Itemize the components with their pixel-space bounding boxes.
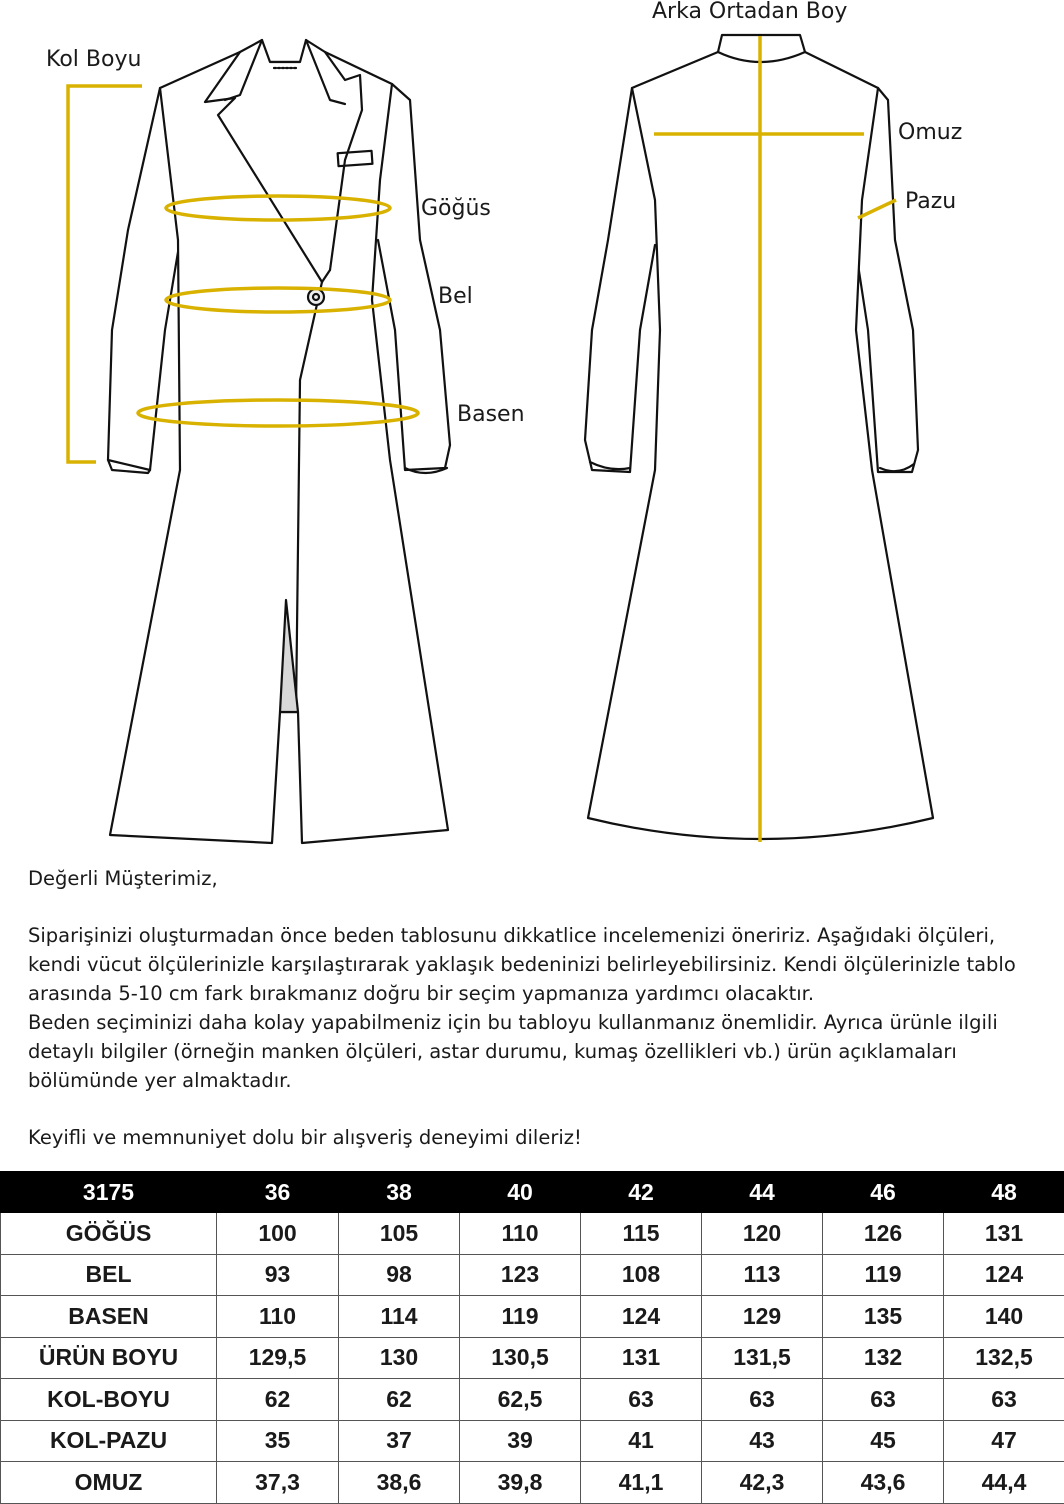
- table-cell: 62: [339, 1379, 460, 1421]
- closing-text: Keyifli ve memnuniyet dolu bir alışveriş deneyimi dileriz!: [28, 1123, 1038, 1152]
- table-cell: 131,5: [702, 1337, 823, 1379]
- row-label: KOL-BOYU: [1, 1379, 217, 1421]
- table-cell: 41: [581, 1420, 702, 1462]
- size-chart-table: [0, 1171, 1064, 1504]
- table-cell: 130: [339, 1337, 460, 1379]
- table-cell: 120: [702, 1213, 823, 1255]
- table-cell: 129,5: [217, 1337, 339, 1379]
- table-cell: 37: [339, 1420, 460, 1462]
- greeting-text: Değerli Müşterimiz,: [28, 864, 1038, 893]
- table-cell: 39: [460, 1420, 581, 1462]
- bel-label: Bel: [438, 284, 473, 309]
- arka-ortadan-boy-label: Arka Ortadan Boy: [652, 0, 847, 24]
- customer-notice: [28, 864, 1038, 1152]
- row-label: GÖĞÜS: [1, 1213, 217, 1255]
- header-size: 42: [581, 1172, 702, 1213]
- table-cell: 124: [581, 1296, 702, 1338]
- table-cell: 126: [823, 1213, 944, 1255]
- table-cell: 140: [944, 1296, 1064, 1338]
- header-size: 40: [460, 1172, 581, 1213]
- table-cell: 63: [702, 1379, 823, 1421]
- table-cell: 119: [460, 1296, 581, 1338]
- row-label: KOL-PAZU: [1, 1420, 217, 1462]
- front-coat-sketch: [108, 40, 450, 843]
- table-cell: 105: [339, 1213, 460, 1255]
- notice-paragraph-1: Siparişinizi oluşturmadan önce beden tablosunu dikkatlice incelemenizi öneririz. Aşağıdaki ölçüleri, kendi vücut ölçülerinizle karşılaştırarak yaklaşık bedeninizi belirleyebilirsiniz. Kendi ölçülerinizle tablo arasında 5-10 cm fark bırakmanız doğru bir seçim yapmanıza yardımcı olacaktır.: [28, 921, 1038, 1008]
- table-cell: 93: [217, 1254, 339, 1296]
- table-cell: 108: [581, 1254, 702, 1296]
- row-label: BEL: [1, 1254, 217, 1296]
- table-cell: 63: [581, 1379, 702, 1421]
- table-cell: 135: [823, 1296, 944, 1338]
- header-size: 46: [823, 1172, 944, 1213]
- table-cell: 41,1: [581, 1462, 702, 1504]
- table-cell: 38,6: [339, 1462, 460, 1504]
- omuz-label: Omuz: [898, 120, 962, 145]
- row-label: BASEN: [1, 1296, 217, 1338]
- table-cell: 42,3: [702, 1462, 823, 1504]
- basen-label: Basen: [457, 402, 525, 427]
- table-header-row: [1, 1172, 1064, 1213]
- table-cell: 47: [944, 1420, 1064, 1462]
- table-cell: 130,5: [460, 1337, 581, 1379]
- table-cell: 100: [217, 1213, 339, 1255]
- table-cell: 124: [944, 1254, 1064, 1296]
- table-row: [1, 1379, 1064, 1421]
- table-cell: 63: [823, 1379, 944, 1421]
- table-cell: 37,3: [217, 1462, 339, 1504]
- row-label: OMUZ: [1, 1462, 217, 1504]
- table-cell: 132: [823, 1337, 944, 1379]
- table-cell: 132,5: [944, 1337, 1064, 1379]
- table-row: [1, 1296, 1064, 1338]
- pazu-label: Pazu: [905, 189, 956, 214]
- table-cell: 115: [581, 1213, 702, 1255]
- table-cell: 62,5: [460, 1379, 581, 1421]
- table-cell: 110: [217, 1296, 339, 1338]
- table-cell: 39,8: [460, 1462, 581, 1504]
- table-cell: 113: [702, 1254, 823, 1296]
- header-size: 48: [944, 1172, 1064, 1213]
- table-row: [1, 1420, 1064, 1462]
- table-cell: 123: [460, 1254, 581, 1296]
- table-row: [1, 1254, 1064, 1296]
- table-cell: 62: [217, 1379, 339, 1421]
- table-row: [1, 1213, 1064, 1255]
- table-cell: 35: [217, 1420, 339, 1462]
- table-cell: 129: [702, 1296, 823, 1338]
- notice-paragraph-2: Beden seçiminizi daha kolay yapabilmeniz için bu tabloyu kullanmanız önemlidir. Ayrıca ürünle ilgili detaylı bilgiler (örneğin manken ölçüleri, astar durumu, kumaş özellikleri vb.) ürün açıklamaları bölümünde yer almaktadır.: [28, 1008, 1038, 1095]
- table-cell: 114: [339, 1296, 460, 1338]
- table-cell: 110: [460, 1213, 581, 1255]
- table-row: [1, 1337, 1064, 1379]
- table-cell: 44,4: [944, 1462, 1064, 1504]
- table-cell: 63: [944, 1379, 1064, 1421]
- kol-boyu-label: Kol Boyu: [46, 47, 141, 72]
- table-cell: 131: [944, 1213, 1064, 1255]
- table-cell: 131: [581, 1337, 702, 1379]
- table-row: [1, 1462, 1064, 1504]
- table-cell: 43: [702, 1420, 823, 1462]
- header-size: 38: [339, 1172, 460, 1213]
- row-label: ÜRÜN BOYU: [1, 1337, 217, 1379]
- table-cell: 119: [823, 1254, 944, 1296]
- header-model-code: 3175: [1, 1172, 217, 1213]
- table-cell: 98: [339, 1254, 460, 1296]
- table-cell: 43,6: [823, 1462, 944, 1504]
- header-size: 36: [217, 1172, 339, 1213]
- table-cell: 45: [823, 1420, 944, 1462]
- header-size: 44: [702, 1172, 823, 1213]
- gogus-label: Göğüs: [421, 196, 491, 221]
